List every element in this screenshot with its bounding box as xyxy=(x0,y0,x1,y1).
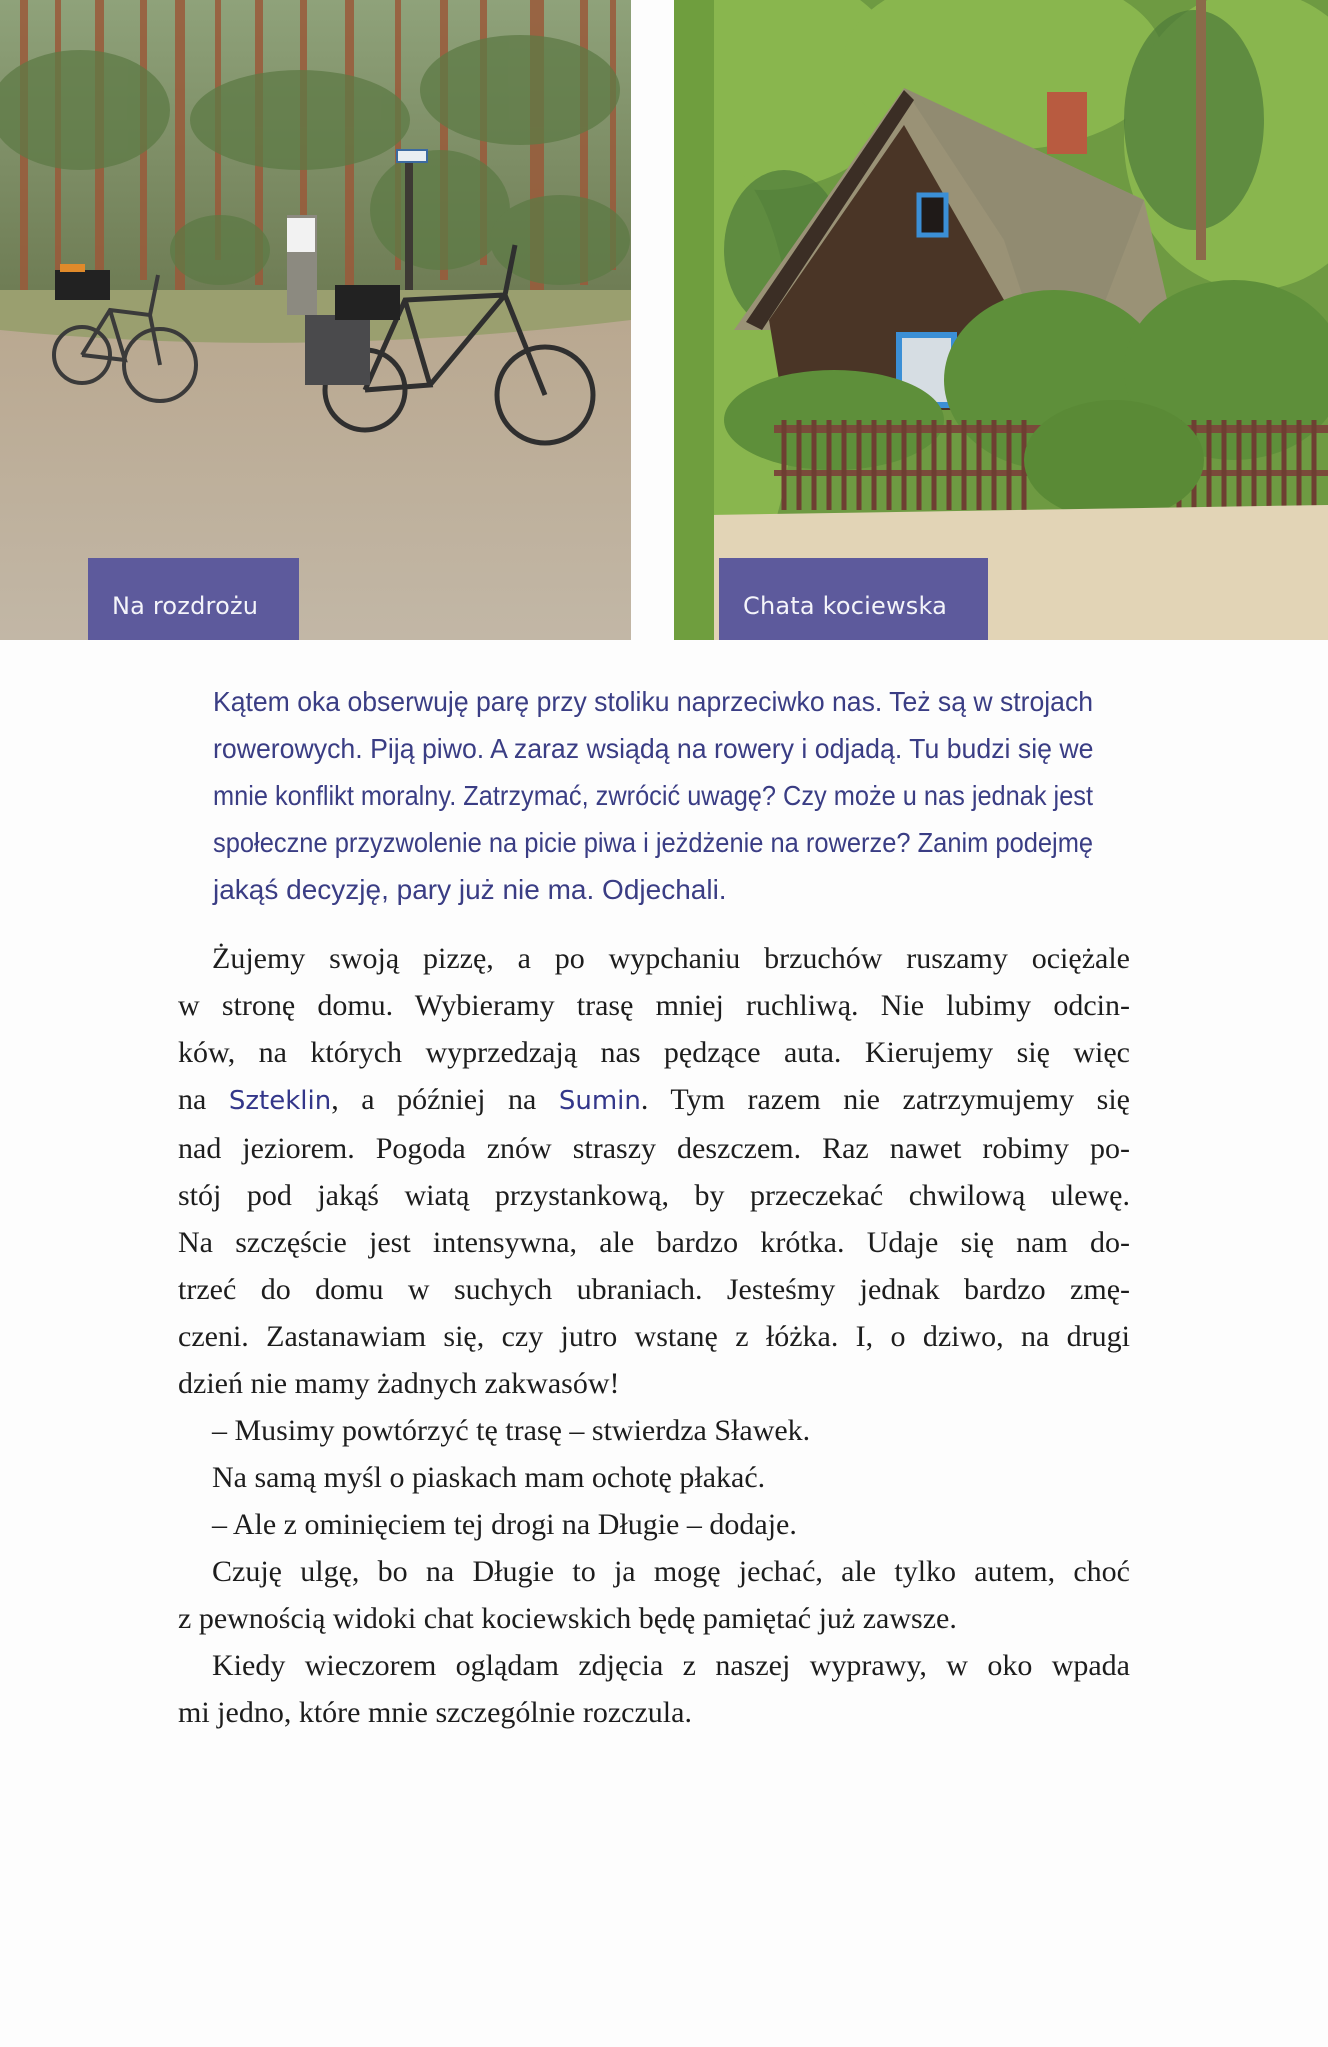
text-fragment: na xyxy=(178,1083,229,1116)
text-line: Czuję ulgę, bo na Długie to ja mogę jechać, ale tylko autem, choć xyxy=(212,1555,1130,1588)
text-line: rowerowych. Piją piwo. A zaraz wsiądą na rowery i odjadą. Tu budzi się we xyxy=(213,733,1094,764)
photo-caption: Chata kociewska xyxy=(719,558,988,640)
text-line: jakąś decyzję, pary już nie ma. Odjechali. xyxy=(213,874,727,905)
text-line: dzień nie mamy żadnych zakwasów! xyxy=(178,1367,620,1400)
place-name-szteklin: Szteklin xyxy=(228,1086,332,1116)
intro-paragraph xyxy=(213,678,1093,913)
text-fragment: , a później na xyxy=(331,1083,559,1116)
text-line: społeczne przyzwolenie na picie piwa i jeżdżenie na rowerze? Zanim podejmę xyxy=(213,827,1094,858)
cottage-image xyxy=(674,0,1328,640)
text-line: w stronę domu. Wybieramy trasę mniej ruchliwą. Nie lubimy odcin- xyxy=(178,989,1130,1022)
paragraph xyxy=(178,1548,1130,1642)
dialog-line: – Musimy powtórzyć tę trasę – stwierdza Sławek. xyxy=(212,1414,811,1447)
place-name-sumin: Sumin xyxy=(558,1086,641,1116)
text-line: Na szczęście jest intensywna, ale bardzo krótka. Udaje się nam do- xyxy=(178,1226,1130,1259)
photo-cottage xyxy=(674,0,1328,640)
text-line: Kiedy wieczorem oglądam zdjęcia z naszej wyprawy, w oko wpada xyxy=(212,1649,1130,1682)
text-line: trzeć do domu w suchych ubraniach. Jesteśmy jednak bardzo zmę- xyxy=(178,1273,1130,1306)
paragraph: Na samą myśl o piaskach mam ochotę płakać. xyxy=(212,1461,766,1494)
text-line: stój pod jakąś wiatą przystankową, by przeczekać chwilową ulewę. xyxy=(178,1179,1130,1212)
dialog-line: – Ale z ominięciem tej drogi na Długie – dodaje. xyxy=(212,1508,797,1541)
paragraph xyxy=(178,1642,1130,1736)
text-line: z pewnością widoki chat kociewskich będę pamiętać już zawsze. xyxy=(178,1602,957,1635)
body-text xyxy=(178,935,1130,1736)
text-line: nad jeziorem. Pogoda znów straszy deszczem. Raz nawet robimy po- xyxy=(178,1132,1130,1165)
text-line: mnie konflikt moralny. Zatrzymać, zwrócić uwagę? Czy może u nas jednak jest xyxy=(213,780,1094,811)
bicycles-forest-image xyxy=(0,0,631,640)
text-fragment: . Tym razem nie zatrzymujemy się xyxy=(640,1083,1130,1116)
text-line xyxy=(178,1076,1130,1125)
photo-bicycles xyxy=(0,0,631,640)
text-line: Kątem oka obserwuję parę przy stoliku naprzeciwko nas. Też są w strojach xyxy=(213,686,1094,717)
text-line: ków, na których wyprzedzają nas pędzące auta. Kierujemy się więc xyxy=(178,1036,1130,1069)
paragraph xyxy=(178,935,1130,1407)
text-line: Żujemy swoją pizzę, a po wypchaniu brzuchów ruszamy ociężale xyxy=(212,942,1130,975)
text-line: czeni. Zastanawiam się, czy jutro wstanę z łóżka. I, o dziwo, na drugi xyxy=(178,1320,1130,1353)
photo-caption: Na rozdrożu xyxy=(88,558,299,640)
text-line: mi jedno, które mnie szczególnie rozczula. xyxy=(178,1696,692,1729)
